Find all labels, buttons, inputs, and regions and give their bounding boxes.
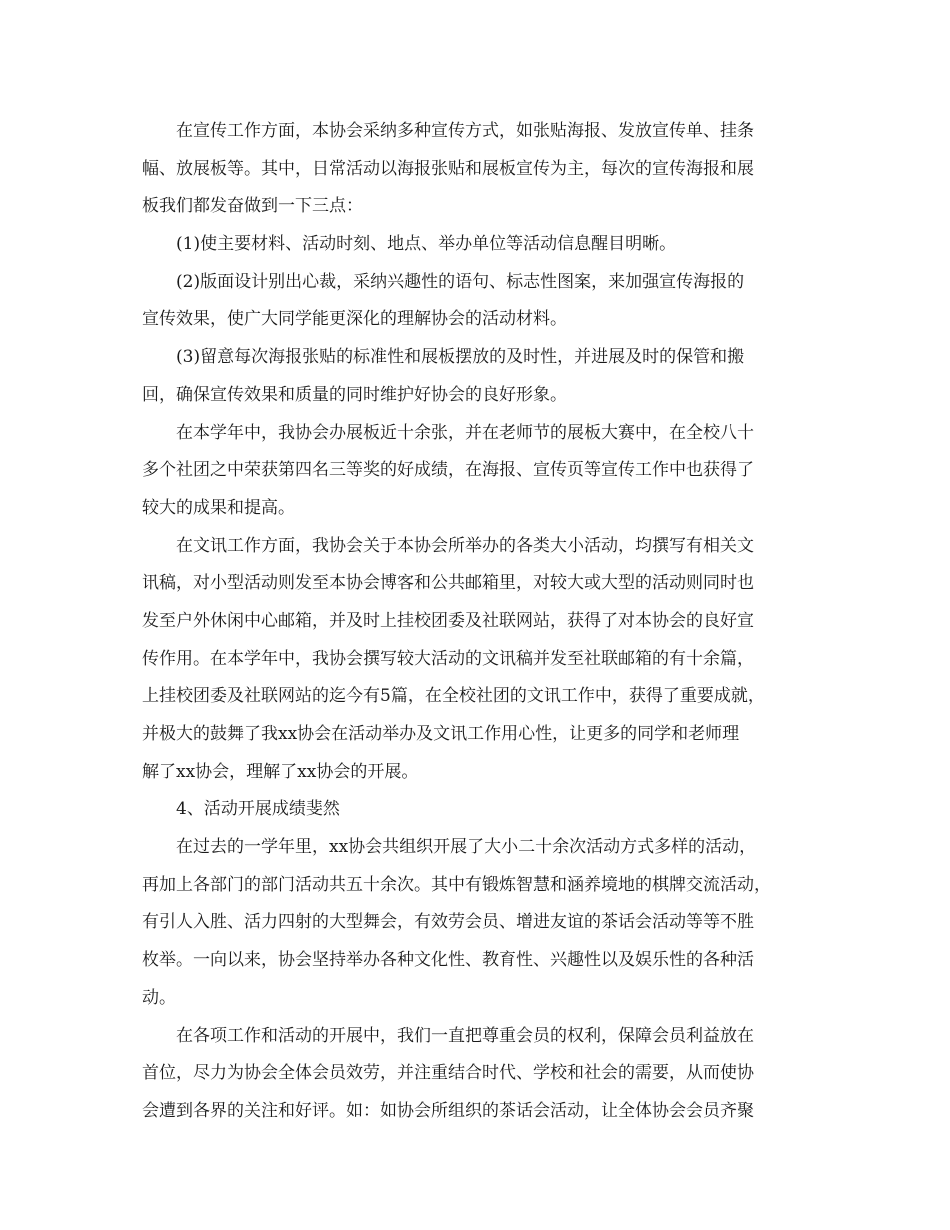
text-line: 发至户外休闲中心邮箱，并及时上挂校团委及社联网站，获得了对本协会的良好宣: [142, 610, 754, 631]
text-line: 在宣传工作方面，本协会采纳多种宣传方式，如张贴海报、发放宣传单、挂条: [176, 121, 754, 141]
text-line: 4、活动开展成绩斐然: [176, 799, 340, 820]
text-line: 在文讯工作方面，我协会关于本协会所举办的各类大小活动，均撰写有相关文: [176, 535, 754, 556]
text-line: 较大的成果和提高。: [142, 497, 295, 518]
text-line: 首位，尽力为协会全体会员效劳，并注重结合时代、学校和社会的需要，从而使协: [142, 1063, 754, 1084]
text-line: 动。: [142, 987, 176, 1008]
text-line: (2)版面设计别出心裁，采纳兴趣性的语句、标志性图案，来加强宣传海报的: [176, 271, 745, 292]
text-line: 在各项工作和活动的开展中，我们一直把尊重会员的权利，保障会员利益放在: [176, 1025, 754, 1046]
text-line: 会遭到各界的关注和好评。如：如协会所组织的茶话会活动，让全体协会会员齐聚: [142, 1100, 754, 1121]
text-line: 多个社团之中荣获第四名三等奖的好成绩，在海报、宣传页等宣传工作中也获得了: [142, 460, 754, 481]
text-line: 在过去的一学年里，xx协会共组织开展了大小二十余次活动方式多样的活动，: [176, 837, 757, 858]
text-line: 传作用。在本学年中，我协会撰写较大活动的文讯稿并发至社联邮箱的有十余篇，: [142, 648, 754, 669]
text-line: 宣传效果，使广大同学能更深化的理解协会的活动材料。: [142, 309, 567, 330]
text-line: 上挂校团委及社联网站的迄今有5篇，在全校社团的文讯工作中，获得了重要成就，: [142, 686, 765, 707]
text-line: 并极大的鼓舞了我xx协会在活动举办及文讯工作用心性，让更多的同学和老师理: [142, 724, 740, 744]
text-line: 回，确保宣传效果和质量的同时维护好协会的良好形象。: [142, 384, 567, 405]
text-line: (3)留意每次海报张贴的标准性和展板摆放的及时性，并进展及时的保管和搬: [176, 347, 745, 368]
text-line: 有引人入胜、活力四射的大型舞会，有效劳会员、增进友谊的茶话会活动等等不胜: [142, 912, 754, 933]
body-text: [142, 113, 832, 1131]
text-line: 幅、放展板等。其中，日常活动以海报张贴和展板宣传为主，每次的宣传海报和展: [142, 158, 754, 179]
text-line: 讯稿，对小型活动则发至本协会博客和公共邮箱里，对较大或大型的活动则同时也: [142, 573, 754, 594]
text-line: 再加上各部门的部门活动共五十余次。其中有锻炼智慧和涵养境地的棋牌交流活动，: [142, 874, 771, 895]
text-line: (1)使主要材料、活动时刻、地点、举办单位等活动信息醒目明晰。: [176, 234, 677, 255]
text-line: 枚举。一向以来，协会坚持举办各种文化性、教育性、兴趣性以及娱乐性的各种活: [142, 950, 754, 971]
text-line: 在本学年中，我协会办展板近十余张，并在老师节的展板大赛中，在全校八十: [176, 422, 754, 443]
text-line: 解了xx协会，理解了xx协会的开展。: [142, 761, 419, 782]
text-line: 板我们都发奋做到一下三点：: [142, 196, 363, 217]
